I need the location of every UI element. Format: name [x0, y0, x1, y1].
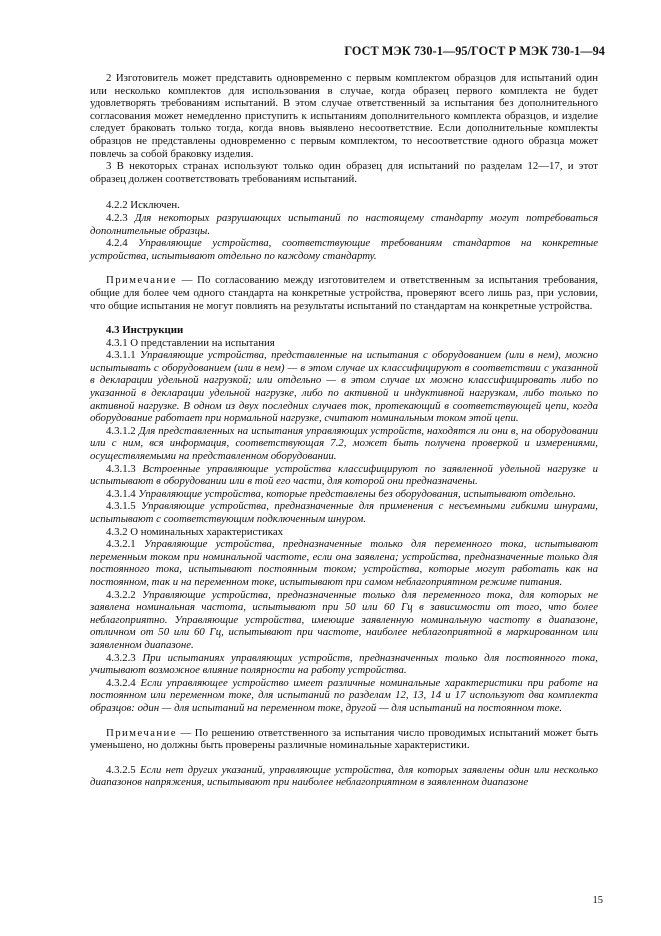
note-text: — По согласованию между изготовителем и ответственным за испытания требования, общие для более чем одного стандарта на конкретные устройства, проверяют всего лишь раз, при условии, что общие испытания не могут повлиять на результаты испытаний по стандартам на конкретные устройства. — [90, 274, 598, 312]
clause-number: 4.3.1.1 — [106, 349, 136, 362]
clause-text: При испытаниях управляющих устройств, предназначенных только для постоянного тока, учитывают возможное влияние полярности на работу устройства. — [90, 651, 599, 677]
note-paragraph-3: 3 В некоторых странах используют только один образец для испытаний по разделам 12—17, и этот образец должен соответствовать требованиям испытаний. — [90, 160, 598, 185]
clause-4-3-2-3 — [90, 652, 598, 677]
clause-4-3-1-2 — [90, 425, 598, 463]
page-number: 15 — [592, 895, 603, 906]
clause-text: Управляющие устройства, представленные на испытания с оборудованием (или в нем), можно испытывать с оборудованием (или в нем) — в этом случае их классифицируют в соответствии с указанной в декларации удельной нагрузкой; или отдельно — в этом случае их можно классифицировать либо по указанной в декларации удельной нагрузке, либо по активной и индуктивной нагрузкам, либо только по активной нагрузке. В одном из двух последних случаев ток, протекающий в соответствующей цепи, когда оборудование работает при нормальной нагрузке, считают номинальным током этой цепи. — [90, 349, 598, 425]
clause-text: Для представленных на испытания управляющих устройств, находятся ли они в, на оборудовании или с ним, вся информация, соответствующая 7.2, может быть получена проверкой и измерениями, осуществляемыми на представленном оборудовании. — [90, 424, 598, 463]
clause-number: 4.3.2.1 — [106, 538, 136, 551]
clause-text: Управляющие устройства, предназначенные для применения с несъемными гибкими шнурами, испытывают с соответствующим подключенным шнуром. — [90, 500, 598, 525]
clause-4-2-3 — [90, 212, 598, 237]
note-label: Примечание — [106, 274, 177, 287]
clause-4-3-2-5 — [90, 764, 598, 789]
clause-4-3-1-1 — [90, 349, 598, 425]
clause-4-3-2-2 — [90, 589, 598, 652]
page-header: ГОСТ МЭК 730-1—95/ГОСТ Р МЭК 730-1—94 — [344, 44, 605, 58]
clause-text: Если нет других указаний, управляющие устройства, для которых заявлены один или несколько диапазонов напряжения, испытывают при наиболее неблагоприятном в заявленном диапазоне — [90, 763, 598, 789]
clause-number: 4.3.1.4 — [106, 487, 136, 500]
clause-number: 4.3.1.3 — [106, 462, 136, 475]
clause-number: 4.3.1.2 — [106, 424, 136, 437]
clause-number: 4.3.2.2 — [106, 588, 136, 601]
note-1 — [90, 274, 598, 312]
clause-number: 4.3.2.5 — [106, 763, 136, 776]
section-4-3-title: 4.3 Инструкции — [106, 324, 184, 337]
clause-text: Управляющие устройства, которые представлены без оборудования, испытывают отдельно. — [138, 487, 576, 500]
clause-number: 4.3.2.3 — [106, 651, 136, 664]
clause-4-3-1-4 — [90, 488, 598, 501]
clause-4-3-2-1 — [90, 538, 598, 588]
clause-4-3-2: 4.3.2 О номинальных характеристиках — [106, 525, 284, 538]
document-body — [90, 72, 598, 789]
note-2 — [90, 727, 598, 752]
clause-number: 4.3.1.5 — [106, 500, 136, 513]
clause-text: Управляющие устройства, соответствующие требованиям стандартов на конкретные устройства, испытывают отдельно по каждому стандарту. — [90, 237, 598, 262]
clause-number: 4.3.2.4 — [106, 676, 136, 689]
clause-4-3-1: 4.3.1 О представлении на испытания — [106, 336, 275, 349]
note-text: — По решению ответственного за испытания число проводимых испытаний может быть уменьшено, но должны быть проверены различные номинальные характеристики. — [90, 726, 598, 752]
clause-4-3-2-4 — [90, 677, 598, 715]
clause-number: 4.2.3 — [106, 211, 128, 224]
note-label: Примечание — [106, 726, 177, 739]
clause-4-3-1-3 — [90, 463, 598, 488]
clause-text: Если управляющее устройство имеет различные номинальные характеристики при работе на постоянном или переменном токе, для испытаний по разделам 12, 13, 14 и 17 используют два комплекта образцов: один — для испытаний на переменном токе, другой — для испытаний на постоянном токе. — [90, 676, 598, 714]
clause-text: Управляющие устройства, предназначенные только для переменного тока, для которых не заявлена номинальная частота, испытывают при 50 или 60 Гц в зависимости от того, что более неблагоприятно. Управляющие устройства, имеющие заявленную номинальную частоту в диапазоне, отличном от 50 или 60 Гц, испытывают при частоте, наиболее неблагоприятной в маркированном или заявленном диапазоне. — [90, 588, 598, 651]
clause-number: 4.2.4 — [106, 237, 128, 250]
clause-4-2-2: 4.2.2 Исключен. — [106, 199, 180, 212]
clause-text: Встроенные управляющие устройства классифицируют по заявленной удельной нагрузке и испытывают в оборудовании или в той его части, для которой они предназначены. — [90, 462, 598, 488]
clause-text: Для некоторых разрушающих испытаний по настоящему стандарту могут потребоваться дополнительные образцы. — [90, 211, 599, 237]
clause-4-3-1-5 — [90, 500, 598, 525]
note-paragraph-2: 2 Изготовитель может представить одновременно с первым комплектом образцов для испытаний один или несколько комплектов для использования в случае, когда образец первого комплекта не будет удовлетворять требованиям испытаний. В этом случае ответственный за испытания без дополнительного согласования может немедленно приступить к испытаниям дополнительного комплекта образцов, и изделие следует браковать только тогда, когда вновь выявлено несоответствие. Если дополнительные комплекты образцов не представлены одновременно с первым комплектом, то несоответствие одного образца может повлечь за собой браковку изделия. — [90, 72, 598, 160]
clause-text: Управляющие устройства, предназначенные только для переменного тока, испытывают переменным током при номинальной частоте, если она заявлена; устройства, предназначенные только для постоянного тока, испытывают постоянным током; устройства, которые могут работать как на постоянном, так и на переменном токе, испытывают при самом неблагоприятном режиме питания. — [90, 538, 598, 588]
clause-4-2-4 — [90, 237, 598, 262]
